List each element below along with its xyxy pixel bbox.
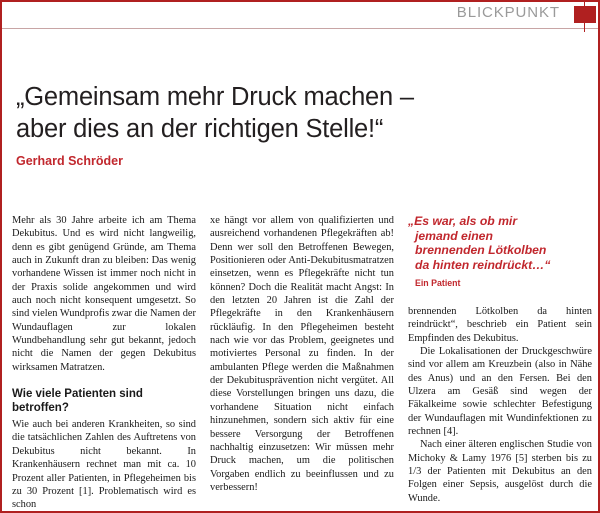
article-author: Gerhard Schröder [16,154,123,168]
col2-paragraph-1: xe hängt vor allem von qualifizierten und ausreichend vorhandenen Pflegekräften ab! Denn wer soll den Betroffenen Bewegen, Positionieren oder Anti-Dekubitusmatratzen einsetzen, wenn es Pflegekräfte nicht tun können? Doch die Realität macht Angst: In den letzten 20 Jahren ist die Zahl der Pflegekräfte in den Krankenhäusern rückläufig. In den Pflegeheimen besteht nach wie vor das Problem, geeignetes und motiviertes Personal zu finden. In der ambulanten Pflege werden die Maßnahmen der Dekubitusprävention nicht vergütet. All diese Vorstellungen bringen uns dazu, die vorhandene Situation nicht einfach hinzunehmen, sondern sich aktiv für eine bessere Versorgung der Betroffenen nachhaltig einzusetzen: Wir müssen mehr Druck machen, um die politischen Vorgaben endlich zu beeinflussen und zu verbessern! [210,215,394,493]
pull-quote [408,214,592,291]
col3-paragraph-3: Nach einer älteren englischen Studie von Michoky & Lamy 1976 [5] sterben bis zu 1/3 der Patienten mit Dekubitus an den Folgen einer Sepsis, ausgelöst durch die Wunde. [408,439,592,504]
column-1 [12,214,196,510]
col1-paragraph-2: Wie auch bei anderen Krankheiten, so sind die tatsächlichen Zahlen des Auftretens von Dekubitus nicht bekannt. In Krankenhäusern rechnet man mit ca. 10 Prozent aller Patienten, in Pflegeheimen bis zu 30 Prozent [1]. Problematisch wird es schon [12,419,196,510]
column-3 [408,214,592,510]
page-title [16,81,576,145]
pull-quote-attribution: Ein Patient [415,278,461,289]
pull-quote-line-2: jemand einen [415,228,493,243]
col1-subheading: Wie viele Patienten sind betroffen? [12,388,143,415]
pull-quote-line-4: da hinten reindrückt…“ [415,257,551,272]
section-label: BLICKPUNKT [456,4,560,21]
header-divider [2,28,598,29]
page-title-line-2: aber dies an der richtigen Stelle!“ [16,115,384,144]
page-header [2,2,598,29]
header-square-marker [574,6,596,23]
pull-quote-line-3: brennenden Lötkolben [415,243,547,258]
column-2 [210,214,394,510]
col3-paragraph-1: brennenden Lötkolben da hinten reindrückt“, beschrieb ein Patient sein Empfinden des Dekubitus. [408,305,592,344]
article-body [12,214,592,510]
col1-paragraph-1: Mehr als 30 Jahre arbeite ich am Thema Dekubitus. Und es wird nicht langweilig, denn es gibt genügend Gründe, am Thema auch in Zukunft dran zu bleiben: Das wenig vorhandene Wissen ist immer noch nicht in der Praxis solide angekommen und wird auch noch nicht konsequent umgesetzt. So sind vielen Wundprofis zwar die Namen der Wundauflagen zur lokalen Wundbehandlung sehr gut bekannt, jedoch nicht die Namen der gegen Dekubitus wirksamen Matratzen. [12,215,196,373]
page-title-line-1: „Gemeinsam mehr Druck machen – [16,83,414,112]
pull-quote-line-1: „Es war, als ob mir [408,214,518,228]
col3-paragraph-2: Die Lokalisationen der Druckgeschwüre sind vor allem am Kreuzbein (also in Nähe des Anus) und an den Fersen. Bei den Ulzera am Gesäß sind wegen der Fäkalkeime sowie schlechter Befestigung der Wundauflagen mit Wundinfektionen zu rechnen [4]. [408,346,592,438]
